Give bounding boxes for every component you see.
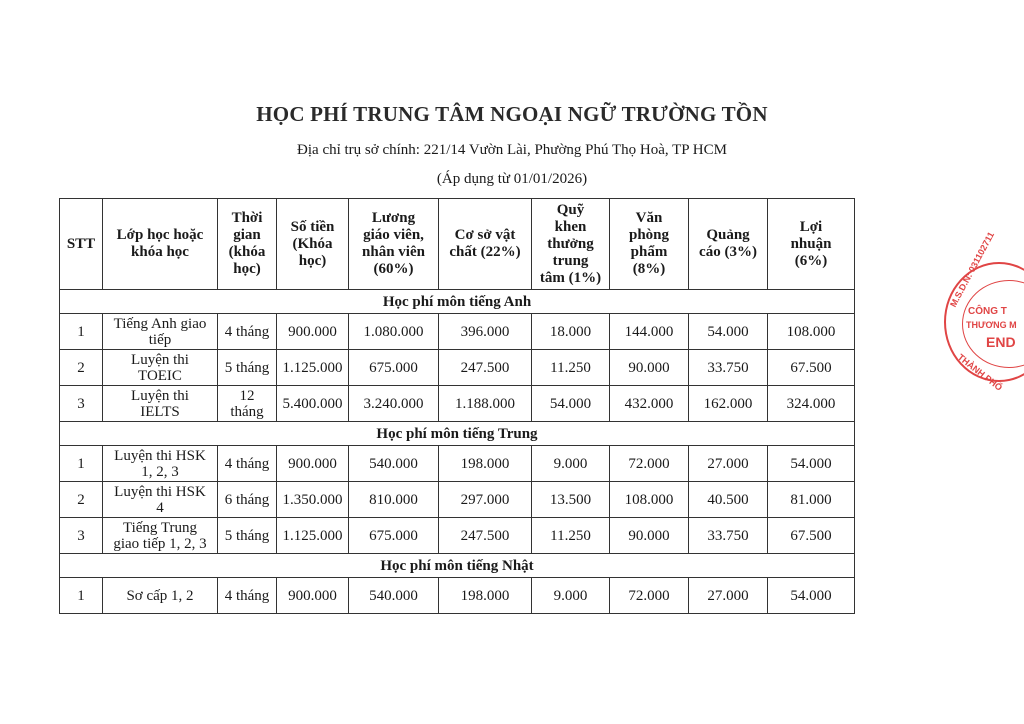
cell-stt: 2 [60,350,103,386]
cell-duration [218,578,277,614]
cell-course-text: Tiếng Trung [122,519,198,536]
table-row [60,386,855,422]
column-header-text: Cơ sở vật [454,227,516,243]
cell-price: 1.125.000 [277,518,349,554]
table-row [60,314,855,350]
cell-duration [218,518,277,554]
cell-stt: 2 [60,482,103,518]
cell-stationery: 90.000 [610,350,689,386]
cell-salary: 540.000 [349,446,439,482]
column-header-text: Lợi [799,218,823,235]
column-header-text: Quảng [706,227,750,243]
table-row [60,482,855,518]
table-body [60,290,855,614]
column-header-text: (6%) [794,252,828,269]
cell-profit: 54.000 [768,578,855,614]
cell-course-text: 1, 2, 3 [141,463,179,480]
column-header-ads [689,199,768,290]
cell-stationery: 90.000 [610,518,689,554]
cell-ads: 33.750 [689,350,768,386]
cell-bonus: 9.000 [532,578,610,614]
cell-price: 900.000 [277,446,349,482]
cell-salary: 1.080.000 [349,314,439,350]
cell-stationery: 144.000 [610,314,689,350]
cell-bonus: 11.250 [532,518,610,554]
cell-ads: 40.500 [689,482,768,518]
cell-salary: 675.000 [349,518,439,554]
column-header-text: trung [552,252,589,269]
column-header-text: (8%) [632,261,666,277]
cell-duration-text: 4 tháng [224,455,270,472]
cell-duration-text: 6 tháng [224,491,270,508]
effective-date-line: (Áp dụng từ 01/01/2026) [436,171,588,187]
cell-salary: 675.000 [349,350,439,386]
cell-bonus: 18.000 [532,314,610,350]
cell-price: 900.000 [277,578,349,614]
cell-facility: 198.000 [439,446,532,482]
table-row [60,350,855,386]
cell-course-text: Luyện thi HSK [114,483,206,500]
cell-salary: 540.000 [349,578,439,614]
cell-course-text: Luyện thi [131,351,189,368]
cell-bonus: 9.000 [532,446,610,482]
document-title: HỌC PHÍ TRUNG TÂM NGOẠI NGỮ TRƯỜNG TỒN [256,102,768,126]
section-row [60,422,855,446]
column-header-text: nhuận [790,235,832,252]
company-stamp [944,230,1024,393]
cell-profit: 81.000 [768,482,855,518]
section-row [60,554,855,578]
cell-facility: 297.000 [439,482,532,518]
cell-duration [218,482,277,518]
column-header-text: Thời [231,210,263,226]
cell-course [103,518,218,554]
stamp-line-2: THƯƠNG M [966,320,1017,330]
stamp-line-3: END [986,334,1016,350]
column-header-text: Văn [635,210,663,226]
column-header-text: nhân viên [362,244,425,260]
cell-bonus: 13.500 [532,482,610,518]
cell-course-text: giao tiếp 1, 2, 3 [113,535,207,552]
cell-price: 900.000 [277,314,349,350]
cell-stationery: 72.000 [610,578,689,614]
fee-table [59,198,855,614]
cell-duration-text: 4 tháng [224,587,270,604]
cell-stt: 3 [60,386,103,422]
cell-duration-text: 12 [239,387,255,404]
cell-course-text: TOEIC [138,367,182,384]
cell-course [103,386,218,422]
stamp-line-1: CÔNG T [968,306,1007,317]
column-header-text: Quỹ [556,201,585,218]
column-header-stationery [610,199,689,290]
column-header-text: phòng [628,227,670,243]
column-header-text: khen [554,218,587,235]
column-header-text: Lớp học hoặc [116,227,204,243]
cell-course-text: Luyện thi HSK [114,447,206,464]
cell-ads: 27.000 [689,446,768,482]
cell-profit: 67.500 [768,350,855,386]
table-row [60,578,855,614]
cell-course [103,446,218,482]
cell-duration-text: 4 tháng [224,323,270,340]
cell-course-text: Sơ cấp 1, 2 [126,587,194,604]
cell-ads: 27.000 [689,578,768,614]
table-header-row [60,199,855,290]
cell-course-text: tiếp [148,331,172,348]
cell-profit: 108.000 [768,314,855,350]
column-header-price [277,199,349,290]
cell-facility: 198.000 [439,578,532,614]
column-header-text: gian [233,227,261,243]
cell-duration [218,314,277,350]
column-header-bonus [532,199,610,290]
cell-course [103,482,218,518]
cell-price: 1.125.000 [277,350,349,386]
column-header-text: phẩm [630,244,668,260]
column-header-text: khóa học [131,244,189,260]
stamp-top-text: M.S.D.N: 031102711 [948,230,997,309]
column-header-text: học) [298,252,327,269]
column-header-profit [768,199,855,290]
column-header-text: tâm (1%) [539,269,602,286]
cell-duration [218,446,277,482]
column-header-text: STT [66,235,96,252]
cell-duration [218,350,277,386]
column-header-text: Số tiền [290,218,335,235]
column-header-text: giáo viên, [363,227,424,243]
cell-course [103,314,218,350]
column-header-text: cáo (3%) [699,244,757,260]
section-title: Học phí môn tiếng Trung [60,422,855,446]
cell-course [103,578,218,614]
cell-duration [218,386,277,422]
cell-course-text: Luyện thi [131,387,189,404]
cell-facility: 247.500 [439,518,532,554]
cell-course-text: IELTS [140,403,180,420]
column-header-text: chất (22%) [449,244,521,260]
column-header-course [103,199,218,290]
column-header-text: thưởng [547,235,594,252]
table-row [60,518,855,554]
column-header-text: (60%) [373,261,414,277]
address-line: Địa chỉ trụ sở chính: 221/14 Vườn Lài, Phường Phú Thọ Hoà, TP HCM [297,142,727,158]
section-row [60,290,855,314]
column-header-stt [60,199,103,290]
section-title: Học phí môn tiếng Anh [60,290,855,314]
stamp-bottom-text: THÀNH PHỐ [955,352,1005,393]
cell-stt: 1 [60,314,103,350]
column-header-text: (khóa [228,244,266,260]
cell-profit: 67.500 [768,518,855,554]
cell-stt: 1 [60,446,103,482]
cell-profit: 324.000 [768,386,855,422]
column-header-text: học) [233,261,261,277]
section-title: Học phí môn tiếng Nhật [60,554,855,578]
cell-duration-text: 5 tháng [224,527,270,544]
cell-ads: 33.750 [689,518,768,554]
cell-facility: 1.188.000 [439,386,532,422]
cell-course-text: 4 [156,499,164,516]
column-header-salary [349,199,439,290]
cell-duration-text: 5 tháng [224,359,270,376]
cell-duration-text: tháng [230,403,264,420]
cell-course-text: Tiếng Anh giao [113,315,207,332]
column-header-facility [439,199,532,290]
cell-ads: 54.000 [689,314,768,350]
column-header-text: (Khóa [292,235,333,252]
column-header-text: Lương [371,210,416,226]
cell-stt: 3 [60,518,103,554]
cell-course [103,350,218,386]
cell-profit: 54.000 [768,446,855,482]
cell-stationery: 108.000 [610,482,689,518]
cell-price: 1.350.000 [277,482,349,518]
cell-stationery: 72.000 [610,446,689,482]
cell-price: 5.400.000 [277,386,349,422]
cell-facility: 396.000 [439,314,532,350]
cell-salary: 810.000 [349,482,439,518]
cell-stt: 1 [60,578,103,614]
cell-stationery: 432.000 [610,386,689,422]
column-header-duration [218,199,277,290]
table-row [60,446,855,482]
cell-ads: 162.000 [689,386,768,422]
cell-bonus: 54.000 [532,386,610,422]
cell-facility: 247.500 [439,350,532,386]
cell-bonus: 11.250 [532,350,610,386]
cell-salary: 3.240.000 [349,386,439,422]
